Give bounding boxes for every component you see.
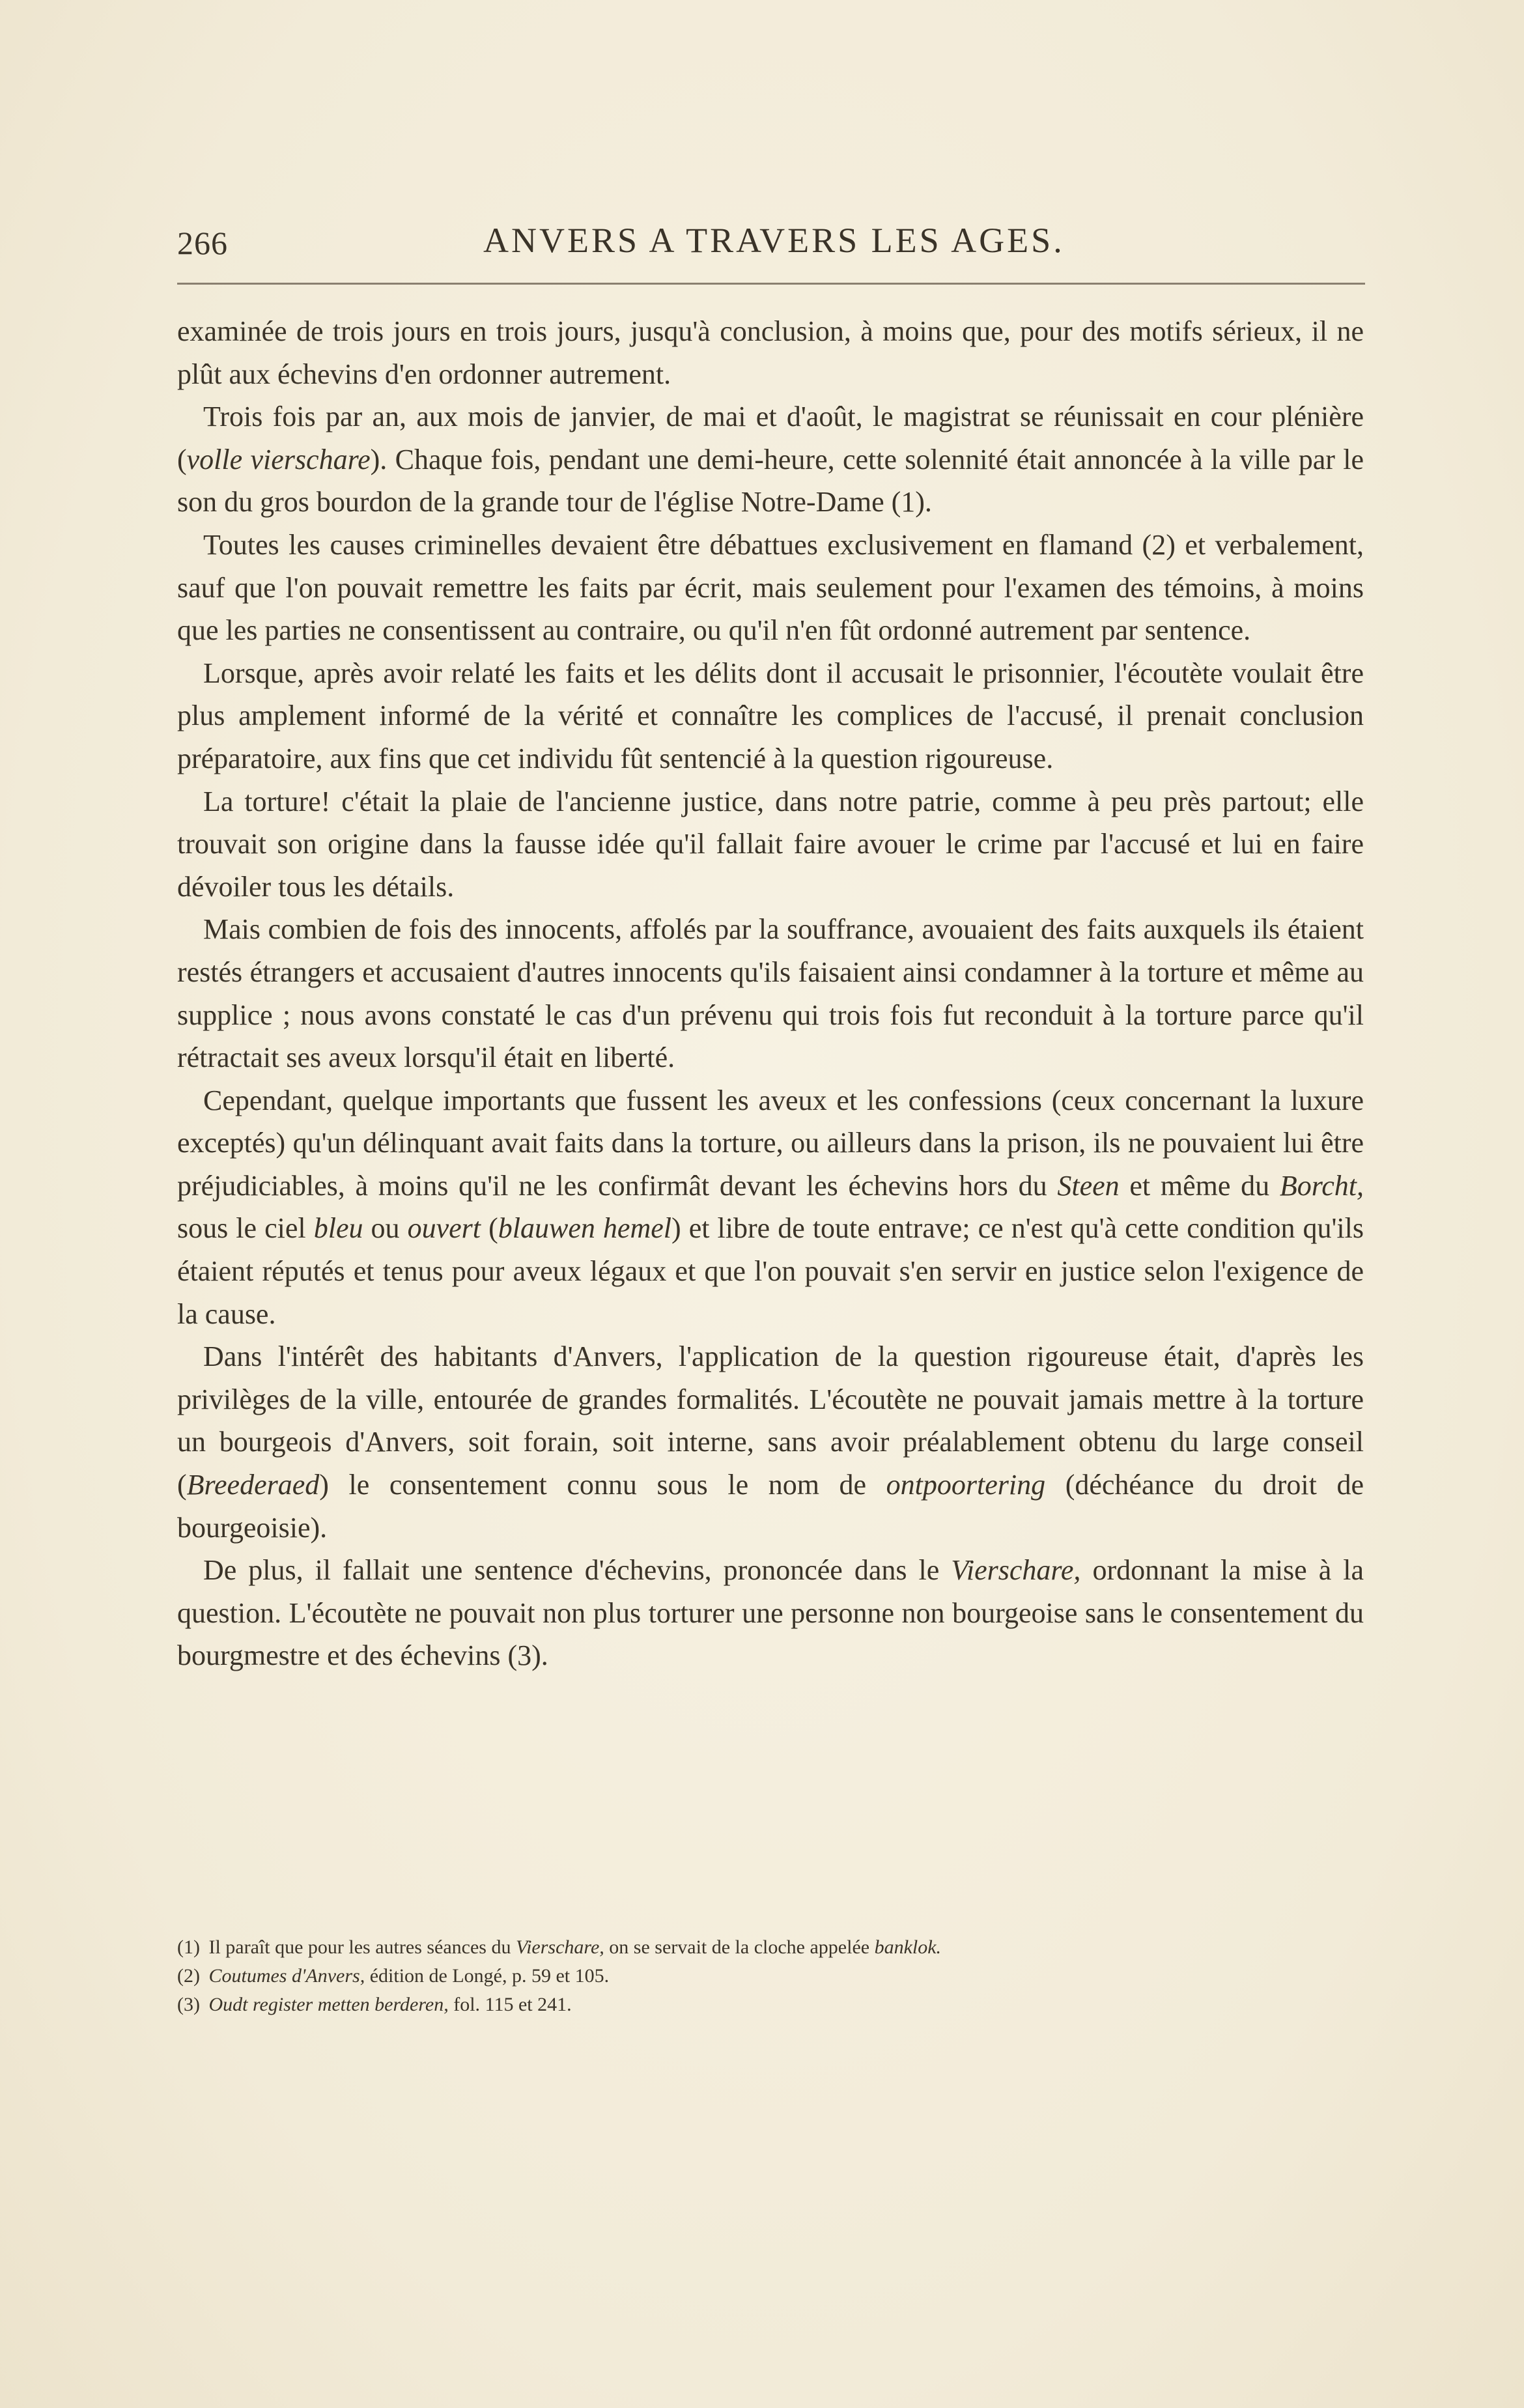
italic-term: Coutumes d'Anvers, xyxy=(208,1965,365,1987)
italic-term: Oudt register metten berderen, xyxy=(208,1994,449,2015)
italic-term: Borcht, xyxy=(1279,1169,1364,1202)
text-run: La torture! c'était la plaie de l'ancienne justice, dans notre patrie, comme à peu près partout; elle trouvait son origine dans la fausse idée qu'il fallait faire avouer le crime par l'accusé et lui en faire dévoiler tous les détails. xyxy=(177,785,1364,903)
text-run: ) le consentement connu sous le nom de xyxy=(319,1469,886,1501)
running-title: ANVERS A TRAVERS LES AGES. xyxy=(483,221,1065,260)
text-run: Trois fois par an, aux mois de janvier, de mai et d'août, le magistrat se réunissait en cour plénière ( xyxy=(177,401,1364,475)
italic-term: Steen xyxy=(1057,1169,1120,1202)
page-header xyxy=(177,218,1364,272)
footnote-number: (3) xyxy=(177,1994,200,2015)
page-number: 266 xyxy=(177,225,228,261)
text-run: De plus, il fallait une sentence d'échevins, prononcée dans le xyxy=(203,1554,952,1587)
paragraph xyxy=(177,1079,1364,1336)
text-run: Mais combien de fois des innocents, affolés par la souffrance, avouaient des faits auxquels ils étaient restés étrangers et accusaient d'autres innocents qu'ils faisaient ainsi condamner à la torture et même au supplice ; nous avons constaté le cas d'un prévenu qui trois fois fut reconduit à la torture parce qu'il rétractait ses aveux lorsqu'il était en liberté. xyxy=(177,913,1364,1074)
text-run: fol. 115 et 241. xyxy=(448,1994,572,2015)
italic-term: Breederaed xyxy=(186,1469,320,1501)
text-run: examinée de trois jours en trois jours, jusqu'à conclusion, à moins que, pour des motifs sérieux, il ne plût aux échevins d'en ordonner autrement. xyxy=(177,315,1364,390)
text-run: Lorsque, après avoir relaté les faits et les délits dont il accusait le prisonnier, l'écoutète voulait être plus amplement informé de la vérité et connaître les complices de l'accusé, il prenait conclusion préparatoire, aux fins que cet individu fût sentencié à la question rigoureuse. xyxy=(177,657,1364,774)
text-run: ordonnant la mise à la question. L'écoutète ne pouvait non plus torturer une personne non bourgeoise sans le consentement du bourgmestre et des échevins (3). xyxy=(177,1554,1364,1672)
italic-term: bleu xyxy=(313,1212,363,1245)
footnote-number: (1) xyxy=(177,1936,200,1958)
paragraph xyxy=(177,780,1364,909)
paragraph xyxy=(177,310,1364,395)
italic-term: Vierschare, xyxy=(951,1554,1081,1587)
text-run: et même du xyxy=(1119,1169,1280,1202)
footnote-number: (2) xyxy=(177,1965,200,1987)
italic-term: blauwen hemel xyxy=(498,1212,671,1245)
text-run: ou xyxy=(363,1212,408,1245)
italic-term: Vierschare, xyxy=(515,1936,604,1958)
italic-term: volle vierschare xyxy=(186,443,371,475)
paragraph xyxy=(177,1549,1364,1677)
paragraph xyxy=(177,395,1364,524)
text-run: édition de Longé, p. 59 et 105. xyxy=(365,1965,610,1987)
text-run: ( xyxy=(481,1212,498,1245)
paragraph xyxy=(177,652,1364,780)
body-text xyxy=(177,310,1364,1677)
paragraph xyxy=(177,1335,1364,1549)
paragraph xyxy=(177,524,1364,652)
footnote xyxy=(177,1933,1364,1962)
text-run: (déchéance du droit de bourgeoisie). xyxy=(177,1469,1364,1544)
text-run: on se servait de la cloche appelée xyxy=(604,1936,875,1958)
footnote xyxy=(177,1962,1364,1990)
paragraph xyxy=(177,908,1364,1079)
footnotes xyxy=(177,1933,1364,2019)
italic-term: banklok. xyxy=(874,1936,942,1958)
italic-term: ontpoortering xyxy=(886,1469,1046,1501)
text-run: ). Chaque fois, pendant une demi-heure, cette solennité était annoncée à la ville par le son du gros bourdon de la grande tour de l'église Notre-Dame (1). xyxy=(177,443,1364,518)
text-run: Dans l'intérêt des habitants d'Anvers, l'application de la question rigoureuse était, d'après les privilèges de la ville, entourée de grandes formalités. L'écoutète ne pouvait jamais mettre à la torture un bourgeois d'Anvers, soit forain, soit interne, sans avoir préalablement obtenu du large conseil ( xyxy=(177,1340,1364,1501)
italic-term: ouvert xyxy=(407,1212,481,1245)
text-run: Cependant, quelque importants que fussent les aveux et les confessions (ceux concernant la luxure exceptés) qu'un délinquant avait faits dans la torture, ou ailleurs dans la prison, ils ne pouvaient lui être préjudiciables, à moins qu'il ne les confirmât devant les échevins hors du xyxy=(177,1084,1364,1202)
text-run: ) et libre de toute entrave; ce n'est qu'à cette condition qu'ils étaient réputés et tenus pour aveux légaux et que l'on pouvait s'en servir en justice selon l'exigence de la cause. xyxy=(177,1212,1364,1330)
footnote xyxy=(177,1990,1364,2019)
text-run: Toutes les causes criminelles devaient être débattues exclusivement en flamand (2) et verbalement, sauf que l'on pouvait remettre les faits par écrit, mais seulement pour l'examen des témoins, à moins que les parties ne consentissent au contraire, ou qu'il n'en fût ordonné autrement par sentence. xyxy=(177,528,1364,647)
text-run: sous le ciel xyxy=(177,1212,314,1245)
header-rule xyxy=(177,283,1365,285)
text-run: Il paraît que pour les autres séances du xyxy=(203,1936,516,1958)
